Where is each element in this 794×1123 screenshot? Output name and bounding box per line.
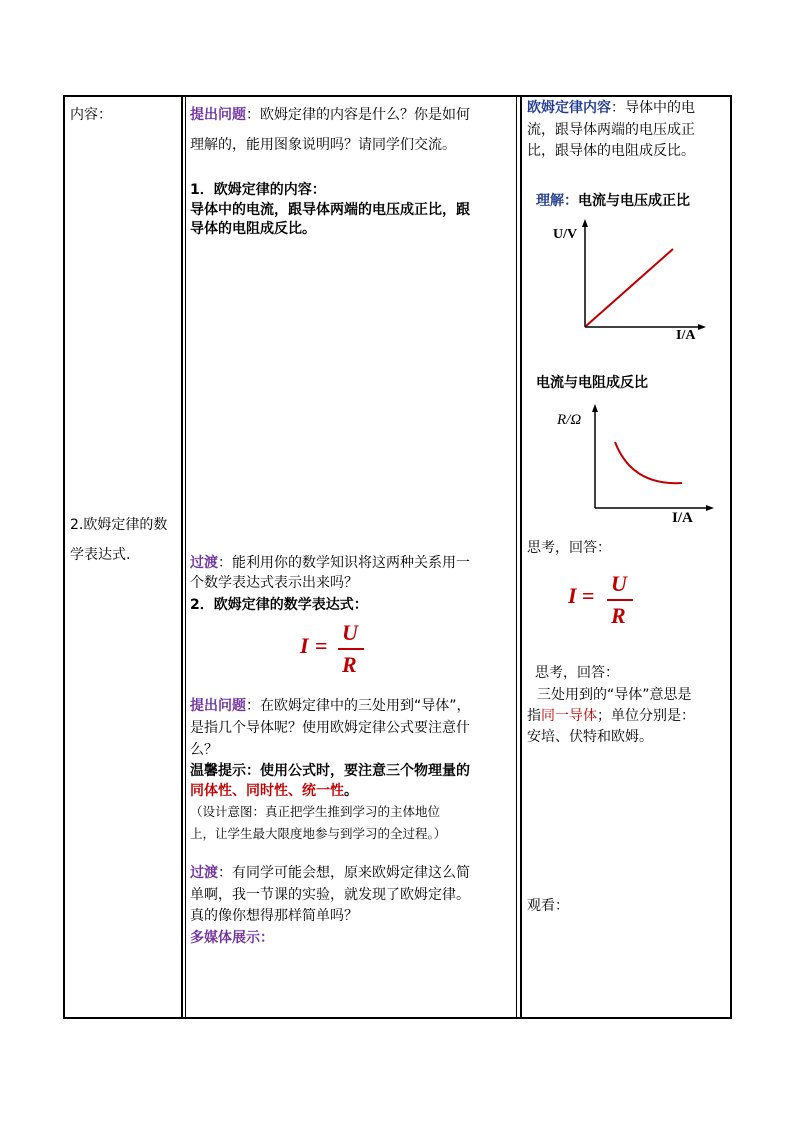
graph1-x-arrow [698,324,706,330]
graph2-curve [615,442,682,483]
formula-den: R [342,652,357,677]
q1-line1 [190,105,470,126]
graph2-y-arrow [592,404,598,412]
q1-line2: 理解的，能用图象说明吗？请同学们交流。 [190,137,456,153]
table-border-top [63,95,732,97]
c-line3: 比，跟导体的电阻成反比。 [527,143,695,159]
graph-r-i [560,400,720,518]
t2-text: ：有同学可能会想，原来欧姆定律这么简 [218,865,470,881]
graph2-ylabel: R/Ω [557,412,582,428]
s2-title: 2．欧姆定律的数学表达式： [190,597,368,613]
s1-title: 1．欧姆定律的内容： [190,182,326,198]
q2-line2: 是指几个导体呢？使用欧姆定律公式要注意什 [190,720,470,736]
formula2-lhs: I [568,583,577,608]
formula2-num: U [611,571,627,596]
q1-text: ：欧姆定律的内容是什么？你是如何 [246,107,470,123]
u-label: 理解： [536,193,578,209]
s1-line1: 导体中的电流，跟导体两端的电压成正比，跟 [190,202,470,218]
r-text: 电流与电阻成反比 [536,375,648,391]
formula2-bar [607,599,633,601]
design-line2: 上，让学生最大限度地参与到学习的全过程。） [190,826,447,841]
a-pre: 指 [527,708,541,724]
formula2-den: R [611,603,626,628]
tip-line1: 温馨提示：使用公式时，要注意三个物理量的 [190,763,470,779]
t1-label: 过渡 [190,555,218,571]
t1-line2: 个数学表达式表示出来吗？ [190,575,358,591]
u-line [536,191,690,212]
s1-line2: 导体的电阻成反比。 [190,221,316,237]
design-line1: （设计意图：真正把学生推到学习的主体地位 [190,804,441,819]
media-label: 多媒体展示： [190,930,274,946]
t1-text: ：能利用你的数学知识将这两种关系用一 [218,555,470,571]
q2-text: ：在欧姆定律中的三处用到“导体”， [246,698,471,714]
col1-section2-line2: 学表达式. [70,547,131,563]
a-line2 [527,706,695,727]
tip-red: 同体性、同时性、统一性 [190,783,344,799]
q2-line1 [190,696,471,717]
u-text: 电流与电压成正比 [578,193,690,209]
a-post: ；单位分别是： [597,708,695,724]
table-border-left [63,95,65,1019]
c-text: ：导体中的电 [611,100,695,116]
col1-heading: 内容： [70,107,112,123]
tip-end: 。 [344,783,358,799]
a-line1: 三处用到的“导体”意思是 [537,687,692,703]
graph1-xlabel: I/A [676,328,696,343]
watch: 观看： [527,898,569,914]
column-divider-1-double [185,95,186,1019]
graph2-xlabel: I/A [672,510,693,526]
t2-label: 过渡 [190,865,218,881]
think2: 思考，回答： [535,665,619,681]
graph1-y-arrow [582,219,588,227]
formula-bar [338,648,364,650]
c-label: 欧姆定律内容 [527,100,611,116]
formula-num: U [342,620,358,645]
formula2-eq: = [582,583,595,608]
q1-label: 提出问题 [190,107,246,123]
formula-lhs: I [300,633,309,658]
t1-line1 [190,553,470,574]
column-divider-1 [181,95,183,1019]
column-divider-2-double [520,95,522,1019]
table-border-right [730,95,732,1019]
graph2-x-arrow [706,505,714,511]
t2-line1 [190,863,470,884]
q2-label: 提出问题 [190,698,246,714]
table-border-bottom [63,1017,732,1019]
formula-eq: = [315,633,328,658]
graph1-line [586,249,673,326]
graph1-ylabel: U/V [553,227,578,242]
think1: 思考，回答： [527,540,611,556]
a-red: 同一导体 [541,708,597,724]
c-line1 [527,98,695,119]
tip-line2 [190,781,358,802]
c-line2: 流，跟导体两端的电压成正 [527,122,695,138]
a-line3: 安培、伏特和欧姆。 [527,729,653,745]
col1-section2-line1: 2.欧姆定律的数 [70,517,168,533]
t2-line2: 单啊，我一节课的实验，就发现了欧姆定律。 [190,887,470,903]
column-divider-2 [516,95,517,1019]
t2-line3: 真的像你想得那样简单吗？ [190,908,358,924]
q2-line3: 么？ [190,742,218,758]
